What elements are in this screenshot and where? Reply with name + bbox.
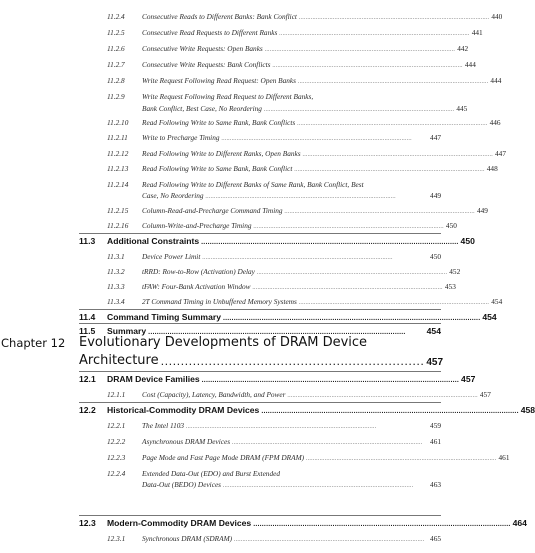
toc-entry-11-2-4: 11.2.4 Consecutive Reads to Different Banks: Bank Conflict ................................................................................................................ 440 [107, 12, 503, 21]
toc-entry-12-2-2: 12.2.2 Asynchronous DRAM Devices ................................................................................................................ 461 [107, 437, 441, 446]
entry-title-continued: Bank Conflict, Best Case, No Reordering [142, 104, 262, 113]
entry-number: 11.2.6 [107, 44, 125, 53]
entry-page: 446 [489, 118, 501, 127]
entry-number: 11.2.14 [107, 180, 129, 189]
divider [79, 309, 441, 310]
toc-entry-11-2-10: 11.2.10 Read Following Write to Same Rank, Bank Conflicts ................................................................................................................ 446 [107, 118, 501, 127]
toc-section-12-3: 12.3 Modern-Commodity DRAM Devices ........................................................................................................................ 464 [79, 518, 527, 528]
entry-number: 12.2.1 [107, 421, 126, 430]
section-title: Command Timing Summary [107, 312, 221, 322]
divider [79, 233, 441, 234]
section-number: 11.3 [79, 236, 96, 246]
entry-title: Cost (Capacity), Latency, Bandwidth, and Power [142, 390, 286, 399]
entry-page: 465 [430, 534, 441, 543]
entry-page: 450 [430, 252, 441, 261]
entry-number: 11.3.3 [107, 282, 125, 291]
toc-entry-12-2-3: 12.2.3 Page Mode and Fast Page Mode DRAM (FPM DRAM) ................................................................................................................ 461 [107, 453, 510, 462]
toc-entry-11-2-13: 11.2.13 Read Following Write to Same Bank, Bank Conflict ................................................................................................................ 448 [107, 164, 498, 173]
entry-page: 444 [490, 76, 502, 85]
entry-number: 12.3.1 [107, 534, 126, 543]
section-page: 464 [512, 518, 527, 528]
chapter-title-continued: Architecture [79, 353, 159, 368]
toc-entry-12-2-1: 12.2.1 The Intel 1103 ................................................................................................................ 459 [107, 421, 441, 430]
section-title: DRAM Device Families [107, 374, 200, 384]
entry-page: 461 [498, 453, 510, 462]
entry-page: 452 [449, 267, 461, 276]
toc-entry-11-2-12: 11.2.12 Read Following Write to Different Ranks, Open Banks ................................................................................................................ 447 [107, 149, 506, 158]
entry-title: Consecutive Reads to Different Banks: Bank Conflict [142, 12, 297, 21]
entry-title: Write Request Following Read Request to Different Banks, [142, 92, 314, 101]
toc-entry-11-2-6: 11.2.6 Consecutive Write Requests: Open Banks ................................................................................................................ 442 [107, 44, 469, 53]
toc-entry-11-2-14-cont: Case, No Reordering ................................................................................................................ 449 [142, 191, 441, 200]
toc-entry-11-3-2: 11.3.2 tRRD: Row-to-Row (Activation) Delay ................................................................................................................ 452 [107, 267, 461, 276]
entry-number: 12.2.4 [107, 469, 126, 478]
entry-title: Asynchronous DRAM Devices [142, 437, 231, 446]
entry-number: 11.2.10 [107, 118, 129, 127]
entry-page: 453 [444, 282, 456, 291]
entry-page: 457 [479, 390, 491, 399]
chapter-title-line2: Architecture .................................................................. 457 [79, 353, 444, 368]
section-title: Historical-Commodity DRAM Devices [107, 405, 260, 415]
entry-title: tRRD: Row-to-Row (Activation) Delay [142, 267, 255, 276]
entry-page: 449 [430, 191, 441, 200]
entry-number: 12.2.3 [107, 453, 126, 462]
entry-page: 463 [430, 480, 441, 489]
section-title: Additional Constraints [107, 236, 200, 246]
toc-entry-11-3-1: 11.3.1 Device Power Limit ................................................................................................................ 450 [107, 252, 441, 261]
divider [79, 323, 441, 324]
entry-title: Synchronous DRAM (SDRAM) [142, 534, 233, 543]
entry-number: 11.3.4 [107, 297, 125, 306]
entry-page: 442 [457, 44, 469, 53]
entry-title: Read Following Write to Same Rank, Bank Conflicts [142, 118, 296, 127]
toc-entry-11-2-16: 11.2.16 Column-Write-and-Precharge Timing ................................................................................................................ 450 [107, 221, 457, 230]
entry-title: tFAW: Four-Bank Activation Window [142, 282, 251, 291]
entry-number: 11.2.12 [107, 149, 129, 158]
entry-page: 444 [464, 60, 476, 69]
toc-entry-11-2-14 [0, 179, 446, 189]
entry-number: 11.2.13 [107, 164, 129, 173]
toc-entry-12-3-1: 12.3.1 Synchronous DRAM (SDRAM) ................................................................................................................ 465 [107, 534, 441, 543]
entry-page: 450 [445, 221, 457, 230]
entry-number: 11.2.15 [107, 206, 129, 215]
entry-number: 11.2.9 [107, 92, 125, 101]
entry-title: Consecutive Read Requests to Different Ranks [142, 28, 278, 37]
entry-number: 11.3.2 [107, 267, 125, 276]
entry-title: 2T Command Timing in Unbuffered Memory Systems [142, 297, 297, 306]
entry-title: Write to Precharge Timing [142, 133, 220, 142]
entry-title: Consecutive Write Requests: Bank Conflicts [142, 60, 271, 69]
section-page: 454 [426, 326, 441, 336]
entry-number: 12.1.1 [107, 390, 126, 399]
toc-entry-11-2-7: 11.2.7 Consecutive Write Requests: Bank Conflicts ................................................................................................................ 444 [107, 60, 476, 69]
section-title: Summary [107, 326, 147, 336]
toc-entry-11-2-5: 11.2.5 Consecutive Read Requests to Different Ranks ................................................................................................................ 441 [107, 28, 483, 37]
toc-entry-11-3-3: 11.3.3 tFAW: Four-Bank Activation Window ................................................................................................................ 453 [107, 282, 456, 291]
entry-page: 449 [476, 206, 488, 215]
section-number: 12.1 [79, 374, 96, 384]
entry-number: 11.2.8 [107, 76, 125, 85]
toc-entry-11-2-9-cont: Bank Conflict, Best Case, No Reordering ................................................................................................................ 445 [142, 104, 468, 113]
section-number: 11.4 [79, 312, 96, 322]
section-page: 454 [482, 312, 497, 322]
section-page: 458 [520, 405, 535, 415]
entry-number: 11.2.4 [107, 12, 125, 21]
entry-title: Column-Read-and-Precharge Command Timing [142, 206, 283, 215]
entry-title: Column-Write-and-Precharge Timing [142, 221, 252, 230]
entry-title: The Intel 1103 [142, 421, 185, 430]
entry-title: Write Request Following Read Request: Open Banks [142, 76, 297, 85]
entry-title: Consecutive Write Requests: Open Banks [142, 44, 263, 53]
divider [79, 402, 441, 403]
entry-title: Page Mode and Fast Page Mode DRAM (FPM DRAM) [142, 453, 305, 462]
toc-section-12-1: 12.1 DRAM Device Families ........................................................................................................................ 457 [79, 374, 476, 384]
toc-section-12-2: 12.2 Historical-Commodity DRAM Devices ........................................................................................................................ 458 [79, 405, 535, 415]
toc-entry-12-2-4 [0, 468, 446, 478]
divider [79, 371, 441, 372]
entry-title: Read Following Write to Different Banks of Same Rank, Bank Conflict, Best [142, 180, 364, 189]
entry-title: Extended Data-Out (EDO) and Burst Extended [142, 469, 280, 478]
section-number: 12.3 [79, 518, 96, 528]
entry-page: 461 [430, 437, 441, 446]
entry-page: 445 [456, 104, 468, 113]
chapter-page: 457 [426, 357, 444, 368]
section-number: 11.5 [79, 326, 96, 336]
toc-entry-12-2-4-cont: Data-Out (BEDO) Devices ................................................................................................................ 463 [142, 480, 441, 489]
entry-title-continued: Case, No Reordering [142, 191, 204, 200]
entry-title: Read Following Write to Same Bank, Bank Conflict [142, 164, 293, 173]
section-title: Modern-Commodity DRAM Devices [107, 518, 252, 528]
entry-title: Read Following Write to Different Ranks, Open Banks [142, 149, 301, 158]
toc-entry-11-2-11: 11.2.11 Write to Precharge Timing ................................................................................................................ 447 [107, 133, 441, 142]
entry-page: 454 [491, 297, 503, 306]
entry-page: 447 [430, 133, 441, 142]
toc-entry-11-2-9 [0, 91, 446, 101]
entry-page: 441 [471, 28, 483, 37]
toc-section-11-4: 11.4 Command Timing Summary ........................................................................................................................ 454 [79, 312, 497, 322]
entry-title: Device Power Limit [142, 252, 201, 261]
toc-section-11-3: 11.3 Additional Constraints ........................................................................................................................ 450 [79, 236, 475, 246]
toc-entry-11-2-8: 11.2.8 Write Request Following Read Request: Open Banks ................................................................................................................ 444 [107, 76, 502, 85]
toc-entry-11-2-15: 11.2.15 Column-Read-and-Precharge Command Timing ................................................................................................................ 449 [107, 206, 488, 215]
entry-number: 11.2.7 [107, 60, 125, 69]
section-page: 450 [460, 236, 475, 246]
toc-entry-12-1-1: 12.1.1 Cost (Capacity), Latency, Bandwidth, and Power ................................................................................................................ 457 [107, 390, 491, 399]
entry-page: 448 [486, 164, 498, 173]
divider [79, 515, 441, 516]
entry-page: 447 [495, 149, 506, 158]
entry-page: 440 [491, 12, 503, 21]
entry-number: 11.2.16 [107, 221, 129, 230]
entry-page: 459 [430, 421, 441, 430]
chapter-label: Chapter 12 [1, 336, 66, 350]
entry-number: 12.2.2 [107, 437, 126, 446]
entry-number: 11.3.1 [107, 252, 125, 261]
entry-title-continued: Data-Out (BEDO) Devices [142, 480, 222, 489]
entry-number: 11.2.5 [107, 28, 125, 37]
section-page: 457 [461, 374, 476, 384]
entry-number: 11.2.11 [107, 133, 128, 142]
toc-section-11-5: 11.5 Summary ........................................................................................................................ 454 [79, 326, 441, 336]
toc-entry-11-3-4: 11.3.4 2T Command Timing in Unbuffered Memory Systems ................................................................................................................ 454 [107, 297, 503, 306]
section-number: 12.2 [79, 405, 96, 415]
chapter-title: Evolutionary Developments of DRAM Device [79, 335, 368, 350]
